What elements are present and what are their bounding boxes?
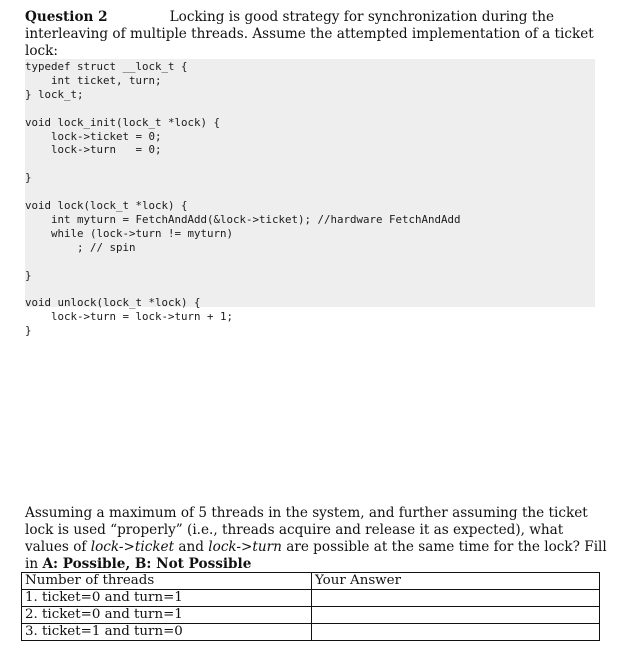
code-line: } (25, 324, 32, 338)
code-line: int ticket, turn; (51, 73, 162, 87)
prompt-text-3: are possible at the same time for the lock? Fill in (25, 539, 607, 572)
table-header-row (22, 573, 600, 590)
row-label: 3. ticket=1 and turn=0 (22, 624, 312, 641)
prompt-lock-ticket: lock->ticket (90, 539, 175, 555)
code-line: lock->turn = 0; (51, 143, 162, 157)
question-number: Question 2 (25, 9, 108, 25)
code-line: ; // spin (77, 240, 136, 254)
answer-table (21, 572, 600, 641)
prompt-text-2: and (174, 539, 209, 555)
answer-cell[interactable] (312, 590, 600, 607)
code-line: void lock_init(lock_t *lock) { (25, 115, 221, 129)
code-line: } lock_t; (25, 87, 84, 101)
code-line: typedef struct __lock_t { (25, 60, 188, 73)
table-row (22, 624, 600, 641)
row-label: 1. ticket=0 and turn=1 (22, 590, 312, 607)
code-line: while (lock->turn != myturn) (51, 226, 234, 240)
row-label: 2. ticket=0 and turn=1 (22, 607, 312, 624)
code-line: } (25, 268, 32, 282)
prompt-answer-key: A: Possible, B: Not Possible (42, 556, 252, 572)
code-line: lock->turn = lock->turn + 1; (51, 310, 234, 324)
question-header (25, 9, 625, 60)
code-line: lock->ticket = 0; (51, 129, 162, 143)
prompt-text-1: Assuming a maximum of 5 threads in the system, and further assuming the ticket lock is used “properly” (i.e., threads acquire and release it as expected), what values of (25, 505, 588, 555)
header-number-of-threads: Number of threads (22, 573, 312, 590)
header-your-answer: Your Answer (312, 573, 600, 590)
code-listing (25, 60, 461, 338)
code-line: } (25, 171, 32, 185)
code-block (25, 59, 595, 338)
question-intro-line1: Locking is good strategy for synchronization during the (169, 9, 555, 25)
prompt-lock-turn: lock->turn (208, 539, 282, 555)
code-line: int myturn = FetchAndAdd(&lock->ticket); //hardware FetchAndAdd (51, 212, 461, 226)
answer-cell[interactable] (312, 607, 600, 624)
code-line: void unlock(lock_t *lock) { (25, 296, 201, 310)
question-intro-line2: interleaving of multiple threads. Assume the attempted implementation of a ticket lock: (25, 26, 594, 59)
table-row (22, 607, 600, 624)
question-prompt (25, 505, 610, 573)
answer-cell[interactable] (312, 624, 600, 641)
table-row (22, 590, 600, 607)
code-line: void lock(lock_t *lock) { (25, 199, 188, 213)
